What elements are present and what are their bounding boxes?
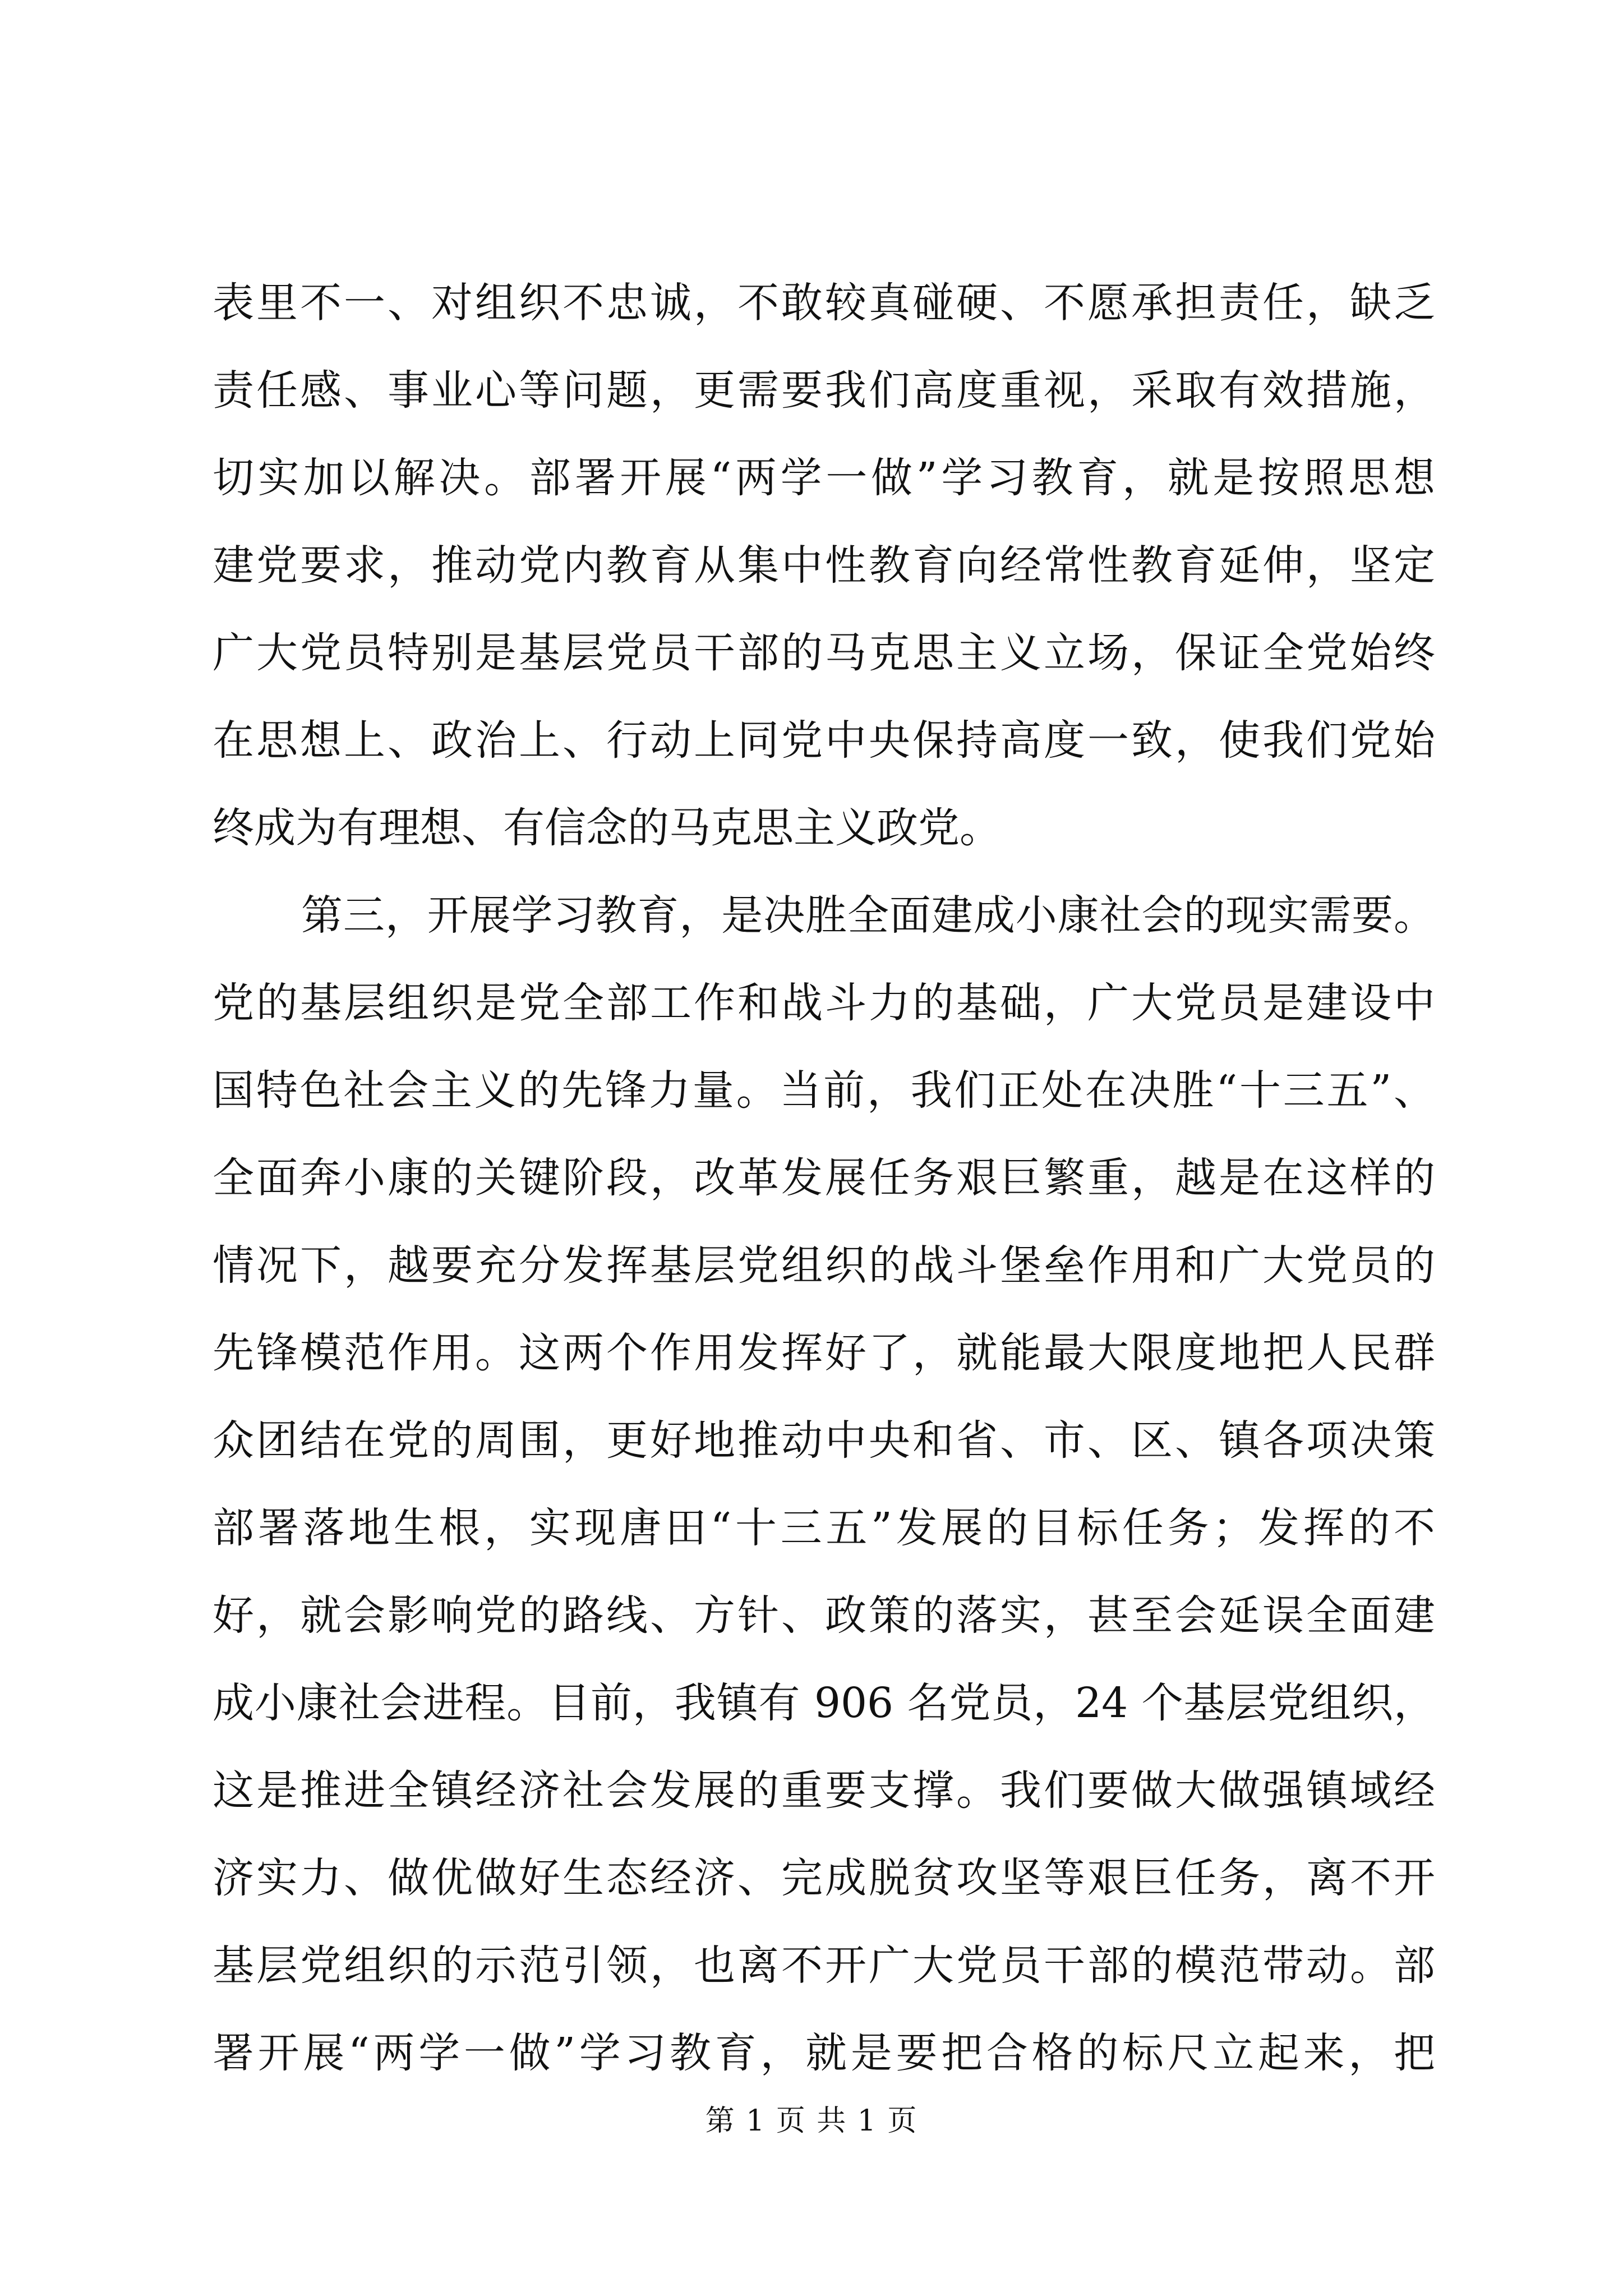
text-line: 先锋模范作用。这两个作用发挥好了，就能最大限度地把人民群 <box>213 1329 1435 1377</box>
text-line: 第三，开展学习教育，是决胜全面建成小康社会的现实需要。 <box>301 891 1435 940</box>
text-line: 济实力、做优做好生态经济、完成脱贫攻坚等艰巨任务，离不开 <box>213 1854 1435 1902</box>
text-line: 这是推进全镇经济社会发展的重要支撑。我们要做大做强镇域经 <box>213 1766 1435 1815</box>
text-line: 切实加以解决。部署开展“两学一做”学习教育，就是按照思想 <box>213 454 1435 502</box>
text-line: 好，就会影响党的路线、方针、政策的落实，甚至会延误全面建 <box>213 1591 1435 1640</box>
text-line: 终成为有理想、有信念的马克思主义政党。 <box>213 804 1001 852</box>
text-line: 广大党员特别是基层党员干部的马克思主义立场，保证全党始终 <box>213 629 1435 677</box>
text-line: 表里不一、对组织不忠诚，不敢较真碰硬、不愿承担责任，缺乏 <box>213 279 1435 327</box>
text-line: 全面奔小康的关键阶段，改革发展任务艰巨繁重，越是在这样的 <box>213 1154 1435 1202</box>
text-line: 在思想上、政治上、行动上同党中央保持高度一致，使我们党始 <box>213 716 1435 765</box>
text-line: 基层党组织的示范引领，也离不开广大党员干部的模范带动。部 <box>213 1941 1435 1990</box>
text-line: 责任感、事业心等问题，更需要我们高度重视，采取有效措施， <box>213 366 1435 415</box>
text-line: 署开展“两学一做”学习教育，就是要把合格的标尺立起来，把 <box>213 2029 1435 2077</box>
document-body <box>213 259 1435 2097</box>
text-line: 建党要求，推动党内教育从集中性教育向经常性教育延伸，坚定 <box>213 541 1435 590</box>
text-line: 国特色社会主义的先锋力量。当前，我们正处在决胜“十三五”、 <box>213 1066 1435 1115</box>
text-line: 党的基层组织是党全部工作和战斗力的基础，广大党员是建设中 <box>213 979 1435 1027</box>
page-footer <box>0 2101 1623 2141</box>
page-number-label: 第 1 页 共 1 页 <box>705 2104 918 2138</box>
text-line: 部署落地生根，实现唐田“十三五”发展的目标任务；发挥的不 <box>213 1504 1435 1552</box>
text-line: 众团结在党的周围，更好地推动中央和省、市、区、镇各项决策 <box>213 1416 1435 1465</box>
text-line: 情况下，越要充分发挥基层党组织的战斗堡垒作用和广大党员的 <box>213 1241 1435 1290</box>
text-line: 成小康社会进程。目前，我镇有 906 名党员，24 个基层党组织， <box>213 1679 1435 1727</box>
